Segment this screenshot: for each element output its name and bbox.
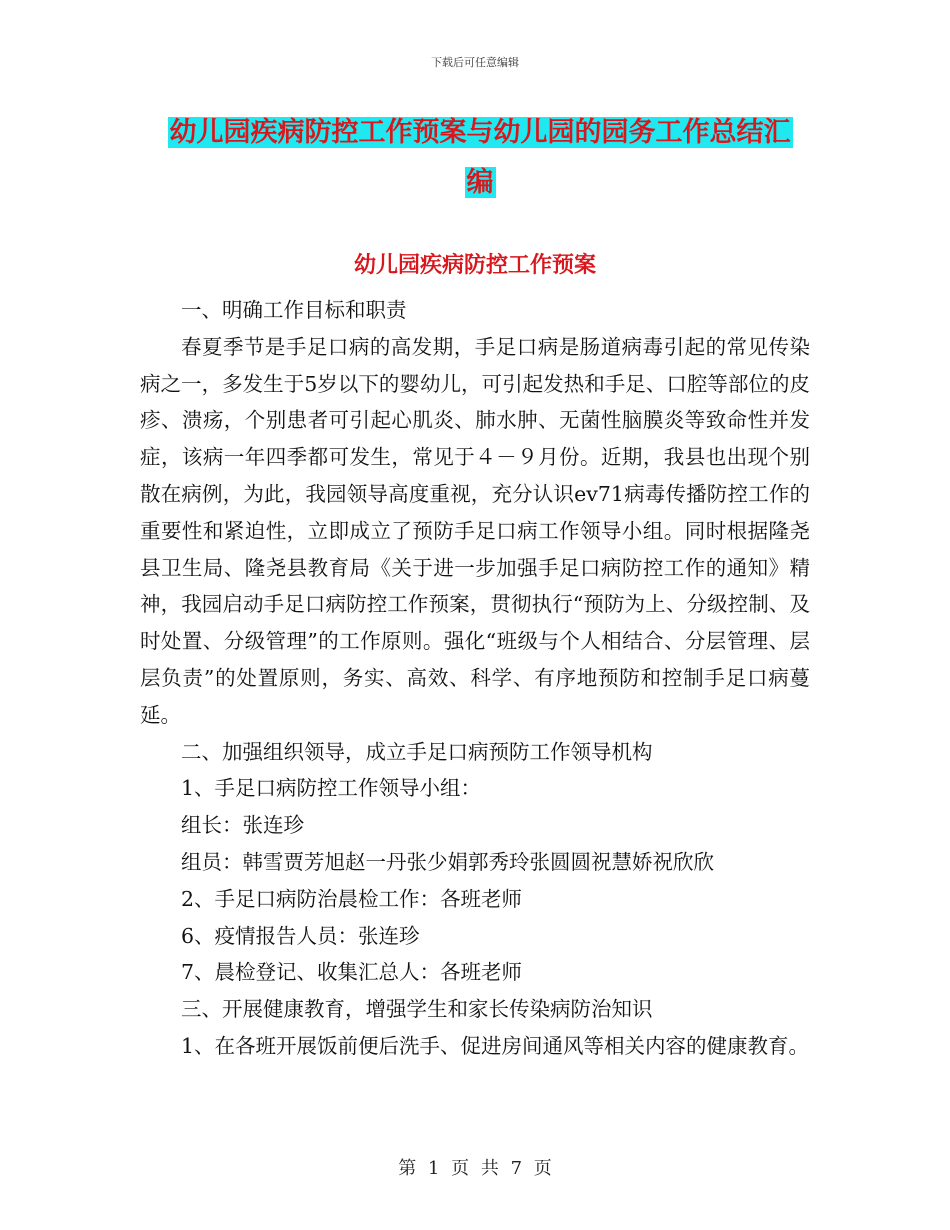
document-body	[140, 292, 810, 1065]
paragraph: 7、晨检登记、收集汇总人：各班老师	[181, 960, 523, 985]
paragraph: 一、明确工作目标和职责	[181, 298, 407, 322]
header-note: 下载后可任意编辑	[431, 56, 519, 69]
paragraph: 1、手足口病防控工作领导小组：	[181, 776, 482, 801]
paragraph: 组员：韩雪贾芳旭赵一丹张少娟郭秀玲张圆圆祝慧娇祝欣欣	[181, 849, 714, 874]
section-title: 幼儿园疾病防控工作预案	[353, 253, 596, 278]
paragraph: 春夏季节是手足口病的高发期，手足口病是肠道病毒引起的常见传染病之一，多发生于5岁以下的婴幼儿，可引起发热和手足、口腔等部位的皮疹、溃疡，个别患者可引起心肌炎、肺水肿、无菌性脑膜炎等致命性并发症，该病一年四季都可发生，常见于４－９月份。近期，我县也出现个别散在病例，为此，我园领导高度重视，充分认识ev71病毒传播防控工作的重要性和紧迫性，立即成立了预防手足口病工作领导小组。同时根据隆尧县卫生局、隆尧县教育局《关于进一步加强手足口病防控工作的通知》精神，我园启动手足口病防控工作预案，贯彻执行“预防为上、分级控制、及时处置、分级管理”的工作原则。强化“班级与个人相结合、分层管理、层层负责”的处置原则，务实、高效、科学、有序地预防和控制手足口病蔓延。	[140, 334, 810, 727]
paragraph: 三、开展健康教育，增强学生和家长传染病防治知识	[181, 997, 653, 1022]
paragraph: 组长：张连珍	[181, 813, 304, 838]
paragraph: 1、在各班开展饭前便后洗手、促进房间通风等相关内容的健康教育。	[181, 1033, 810, 1058]
paragraph: 2、手足口病防治晨检工作：各班老师	[181, 886, 523, 911]
paragraph: 二、加强组织领导，成立手足口病预防工作领导机构	[181, 739, 653, 764]
paragraph: 6、疫情报告人员：张连珍	[181, 923, 420, 948]
document-title	[140, 108, 820, 208]
document-title-line-1: 幼儿园疾病防控工作预案与幼儿园的园务工作总结汇	[169, 117, 791, 148]
page-footer: 第 1 页 共 7 页	[398, 1158, 552, 1179]
document-title-line-2: 编	[466, 167, 494, 198]
